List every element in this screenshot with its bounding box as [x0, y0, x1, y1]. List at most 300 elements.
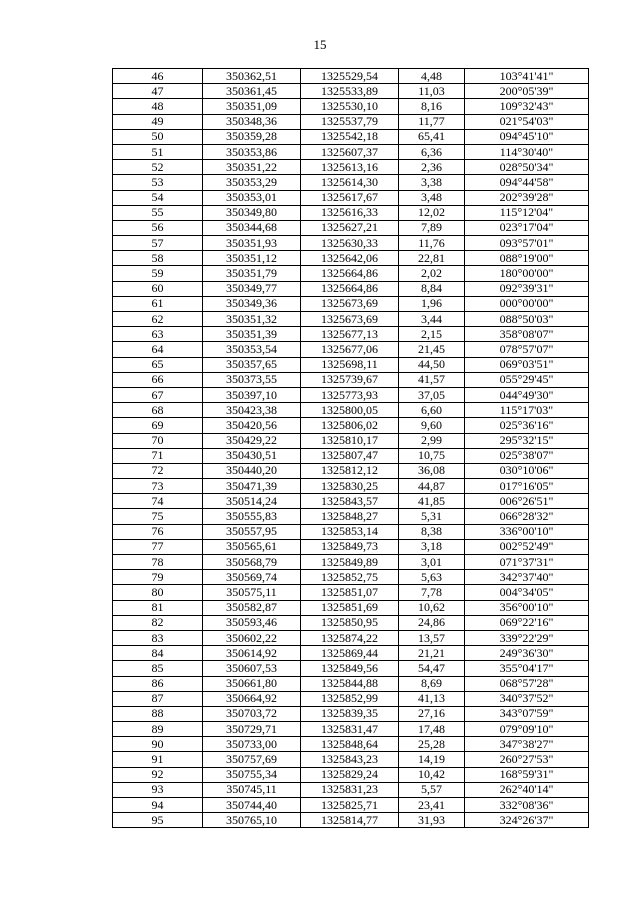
distance-cell: 2,99 — [399, 433, 465, 448]
distance-cell: 7,89 — [399, 220, 465, 235]
y-coordinate-cell: 1325831,23 — [301, 782, 399, 797]
table-row — [113, 418, 589, 433]
table-row — [113, 84, 589, 99]
distance-cell: 8,38 — [399, 524, 465, 539]
table-row — [113, 205, 589, 220]
table-row — [113, 706, 589, 721]
x-coordinate-cell: 350471,39 — [203, 479, 301, 494]
y-coordinate-cell: 1325852,99 — [301, 691, 399, 706]
x-coordinate-cell: 350607,53 — [203, 661, 301, 676]
table-row — [113, 737, 589, 752]
distance-cell: 13,57 — [399, 630, 465, 645]
y-coordinate-cell: 1325839,35 — [301, 706, 399, 721]
point-number-cell: 52 — [113, 160, 203, 175]
table-row — [113, 813, 589, 828]
point-number-cell: 56 — [113, 220, 203, 235]
table-row — [113, 585, 589, 600]
coordinates-table-body — [113, 69, 589, 828]
y-coordinate-cell: 1325533,89 — [301, 84, 399, 99]
y-coordinate-cell: 1325607,37 — [301, 144, 399, 159]
y-coordinate-cell: 1325614,30 — [301, 175, 399, 190]
point-number-cell: 81 — [113, 600, 203, 615]
x-coordinate-cell: 350514,24 — [203, 494, 301, 509]
point-number-cell: 74 — [113, 494, 203, 509]
bearing-cell: 109°32'43" — [465, 99, 589, 114]
distance-cell: 5,31 — [399, 509, 465, 524]
y-coordinate-cell: 1325829,24 — [301, 767, 399, 782]
point-number-cell: 62 — [113, 312, 203, 327]
bearing-cell: 028°50'34" — [465, 160, 589, 175]
y-coordinate-cell: 1325849,73 — [301, 539, 399, 554]
table-row — [113, 646, 589, 661]
y-coordinate-cell: 1325806,02 — [301, 418, 399, 433]
bearing-cell: 055°29'45" — [465, 372, 589, 387]
table-row — [113, 600, 589, 615]
x-coordinate-cell: 350357,65 — [203, 357, 301, 372]
distance-cell: 2,15 — [399, 327, 465, 342]
distance-cell: 21,45 — [399, 342, 465, 357]
y-coordinate-cell: 1325812,12 — [301, 463, 399, 478]
table-row — [113, 661, 589, 676]
point-number-cell: 70 — [113, 433, 203, 448]
bearing-cell: 295°32'15" — [465, 433, 589, 448]
x-coordinate-cell: 350755,34 — [203, 767, 301, 782]
y-coordinate-cell: 1325849,89 — [301, 555, 399, 570]
y-coordinate-cell: 1325664,86 — [301, 281, 399, 296]
x-coordinate-cell: 350359,28 — [203, 129, 301, 144]
x-coordinate-cell: 350348,36 — [203, 114, 301, 129]
bearing-cell: 168°59'31" — [465, 767, 589, 782]
x-coordinate-cell: 350351,09 — [203, 99, 301, 114]
distance-cell: 3,38 — [399, 175, 465, 190]
y-coordinate-cell: 1325613,16 — [301, 160, 399, 175]
x-coordinate-cell: 350423,38 — [203, 403, 301, 418]
table-row — [113, 539, 589, 554]
y-coordinate-cell: 1325627,21 — [301, 220, 399, 235]
bearing-cell: 023°17'04" — [465, 220, 589, 235]
bearing-cell: 339°22'29" — [465, 630, 589, 645]
table-row — [113, 160, 589, 175]
x-coordinate-cell: 350661,80 — [203, 676, 301, 691]
distance-cell: 3,01 — [399, 555, 465, 570]
point-number-cell: 76 — [113, 524, 203, 539]
table-row — [113, 357, 589, 372]
point-number-cell: 89 — [113, 722, 203, 737]
distance-cell: 10,42 — [399, 767, 465, 782]
table-row — [113, 144, 589, 159]
point-number-cell: 84 — [113, 646, 203, 661]
distance-cell: 21,21 — [399, 646, 465, 661]
bearing-cell: 002°52'49" — [465, 539, 589, 554]
table-row — [113, 752, 589, 767]
table-row — [113, 524, 589, 539]
y-coordinate-cell: 1325677,06 — [301, 342, 399, 357]
y-coordinate-cell: 1325843,23 — [301, 752, 399, 767]
x-coordinate-cell: 350602,22 — [203, 630, 301, 645]
table-row — [113, 691, 589, 706]
distance-cell: 3,48 — [399, 190, 465, 205]
bearing-cell: 114°30'40" — [465, 144, 589, 159]
y-coordinate-cell: 1325673,69 — [301, 296, 399, 311]
y-coordinate-cell: 1325530,10 — [301, 99, 399, 114]
y-coordinate-cell: 1325630,33 — [301, 236, 399, 251]
distance-cell: 12,02 — [399, 205, 465, 220]
y-coordinate-cell: 1325773,93 — [301, 387, 399, 402]
y-coordinate-cell: 1325852,75 — [301, 570, 399, 585]
y-coordinate-cell: 1325698,11 — [301, 357, 399, 372]
bearing-cell: 358°08'07" — [465, 327, 589, 342]
distance-cell: 11,03 — [399, 84, 465, 99]
distance-cell: 41,13 — [399, 691, 465, 706]
distance-cell: 4,48 — [399, 69, 465, 84]
distance-cell: 36,08 — [399, 463, 465, 478]
bearing-cell: 079°09'10" — [465, 722, 589, 737]
distance-cell: 9,60 — [399, 418, 465, 433]
y-coordinate-cell: 1325850,95 — [301, 615, 399, 630]
table-row — [113, 342, 589, 357]
bearing-cell: 340°37'52" — [465, 691, 589, 706]
y-coordinate-cell: 1325529,54 — [301, 69, 399, 84]
coordinates-table — [112, 68, 589, 828]
table-row — [113, 281, 589, 296]
point-number-cell: 87 — [113, 691, 203, 706]
x-coordinate-cell: 350664,92 — [203, 691, 301, 706]
x-coordinate-cell: 350569,74 — [203, 570, 301, 585]
y-coordinate-cell: 1325843,57 — [301, 494, 399, 509]
point-number-cell: 85 — [113, 661, 203, 676]
bearing-cell: 115°17'03" — [465, 403, 589, 418]
table-row — [113, 676, 589, 691]
x-coordinate-cell: 350555,83 — [203, 509, 301, 524]
x-coordinate-cell: 350729,71 — [203, 722, 301, 737]
distance-cell: 2,02 — [399, 266, 465, 281]
x-coordinate-cell: 350351,22 — [203, 160, 301, 175]
y-coordinate-cell: 1325673,69 — [301, 312, 399, 327]
distance-cell: 44,87 — [399, 479, 465, 494]
distance-cell: 11,76 — [399, 236, 465, 251]
bearing-cell: 262°40'14" — [465, 782, 589, 797]
point-number-cell: 64 — [113, 342, 203, 357]
y-coordinate-cell: 1325830,25 — [301, 479, 399, 494]
x-coordinate-cell: 350614,92 — [203, 646, 301, 661]
point-number-cell: 82 — [113, 615, 203, 630]
distance-cell: 17,48 — [399, 722, 465, 737]
x-coordinate-cell: 350353,54 — [203, 342, 301, 357]
bearing-cell: 000°00'00" — [465, 296, 589, 311]
distance-cell: 25,28 — [399, 737, 465, 752]
x-coordinate-cell: 350353,29 — [203, 175, 301, 190]
point-number-cell: 92 — [113, 767, 203, 782]
x-coordinate-cell: 350733,00 — [203, 737, 301, 752]
bearing-cell: 332°08'36" — [465, 798, 589, 813]
bearing-cell: 355°04'17" — [465, 661, 589, 676]
y-coordinate-cell: 1325617,67 — [301, 190, 399, 205]
distance-cell: 7,78 — [399, 585, 465, 600]
table-row — [113, 220, 589, 235]
point-number-cell: 48 — [113, 99, 203, 114]
point-number-cell: 50 — [113, 129, 203, 144]
point-number-cell: 60 — [113, 281, 203, 296]
table-row — [113, 266, 589, 281]
table-row — [113, 69, 589, 84]
x-coordinate-cell: 350361,45 — [203, 84, 301, 99]
distance-cell: 6,36 — [399, 144, 465, 159]
distance-cell: 8,16 — [399, 99, 465, 114]
table-row — [113, 798, 589, 813]
distance-cell: 2,36 — [399, 160, 465, 175]
point-number-cell: 49 — [113, 114, 203, 129]
y-coordinate-cell: 1325616,33 — [301, 205, 399, 220]
bearing-cell: 044°49'30" — [465, 387, 589, 402]
table-row — [113, 236, 589, 251]
point-number-cell: 95 — [113, 813, 203, 828]
point-number-cell: 58 — [113, 251, 203, 266]
distance-cell: 8,84 — [399, 281, 465, 296]
table-row — [113, 190, 589, 205]
y-coordinate-cell: 1325739,67 — [301, 372, 399, 387]
x-coordinate-cell: 350353,01 — [203, 190, 301, 205]
y-coordinate-cell: 1325807,47 — [301, 448, 399, 463]
x-coordinate-cell: 350703,72 — [203, 706, 301, 721]
distance-cell: 1,96 — [399, 296, 465, 311]
bearing-cell: 071°37'31" — [465, 555, 589, 570]
table-row — [113, 403, 589, 418]
point-number-cell: 91 — [113, 752, 203, 767]
x-coordinate-cell: 350349,80 — [203, 205, 301, 220]
x-coordinate-cell: 350351,12 — [203, 251, 301, 266]
y-coordinate-cell: 1325851,07 — [301, 585, 399, 600]
x-coordinate-cell: 350575,11 — [203, 585, 301, 600]
bearing-cell: 336°00'10" — [465, 524, 589, 539]
point-number-cell: 47 — [113, 84, 203, 99]
distance-cell: 54,47 — [399, 661, 465, 676]
table-row — [113, 312, 589, 327]
table-row — [113, 722, 589, 737]
table-row — [113, 615, 589, 630]
x-coordinate-cell: 350351,39 — [203, 327, 301, 342]
distance-cell: 37,05 — [399, 387, 465, 402]
point-number-cell: 53 — [113, 175, 203, 190]
x-coordinate-cell: 350351,93 — [203, 236, 301, 251]
point-number-cell: 68 — [113, 403, 203, 418]
point-number-cell: 90 — [113, 737, 203, 752]
table-row — [113, 175, 589, 190]
table-row — [113, 327, 589, 342]
point-number-cell: 46 — [113, 69, 203, 84]
point-number-cell: 80 — [113, 585, 203, 600]
y-coordinate-cell: 1325814,77 — [301, 813, 399, 828]
bearing-cell: 025°36'16" — [465, 418, 589, 433]
bearing-cell: 088°19'00" — [465, 251, 589, 266]
distance-cell: 44,50 — [399, 357, 465, 372]
x-coordinate-cell: 350430,51 — [203, 448, 301, 463]
distance-cell: 14,19 — [399, 752, 465, 767]
x-coordinate-cell: 350349,36 — [203, 296, 301, 311]
distance-cell: 24,86 — [399, 615, 465, 630]
point-number-cell: 83 — [113, 630, 203, 645]
bearing-cell: 260°27'53" — [465, 752, 589, 767]
bearing-cell: 180°00'00" — [465, 266, 589, 281]
point-number-cell: 59 — [113, 266, 203, 281]
distance-cell: 27,16 — [399, 706, 465, 721]
distance-cell: 11,77 — [399, 114, 465, 129]
bearing-cell: 068°57'28" — [465, 676, 589, 691]
table-row — [113, 387, 589, 402]
point-number-cell: 65 — [113, 357, 203, 372]
table-row — [113, 372, 589, 387]
point-number-cell: 88 — [113, 706, 203, 721]
point-number-cell: 71 — [113, 448, 203, 463]
x-coordinate-cell: 350745,11 — [203, 782, 301, 797]
x-coordinate-cell: 350757,69 — [203, 752, 301, 767]
x-coordinate-cell: 350565,61 — [203, 539, 301, 554]
x-coordinate-cell: 350568,79 — [203, 555, 301, 570]
x-coordinate-cell: 350440,20 — [203, 463, 301, 478]
x-coordinate-cell: 350362,51 — [203, 69, 301, 84]
table-row — [113, 99, 589, 114]
point-number-cell: 86 — [113, 676, 203, 691]
distance-cell: 5,63 — [399, 570, 465, 585]
x-coordinate-cell: 350593,46 — [203, 615, 301, 630]
point-number-cell: 51 — [113, 144, 203, 159]
bearing-cell: 324°26'37" — [465, 813, 589, 828]
x-coordinate-cell: 350582,87 — [203, 600, 301, 615]
bearing-cell: 017°16'05" — [465, 479, 589, 494]
y-coordinate-cell: 1325810,17 — [301, 433, 399, 448]
x-coordinate-cell: 350349,77 — [203, 281, 301, 296]
table-row — [113, 630, 589, 645]
point-number-cell: 61 — [113, 296, 203, 311]
x-coordinate-cell: 350420,56 — [203, 418, 301, 433]
point-number-cell: 69 — [113, 418, 203, 433]
x-coordinate-cell: 350373,55 — [203, 372, 301, 387]
x-coordinate-cell: 350351,32 — [203, 312, 301, 327]
y-coordinate-cell: 1325844,88 — [301, 676, 399, 691]
bearing-cell: 021°54'03" — [465, 114, 589, 129]
table-row — [113, 448, 589, 463]
y-coordinate-cell: 1325642,06 — [301, 251, 399, 266]
bearing-cell: 343°07'59" — [465, 706, 589, 721]
bearing-cell: 078°57'07" — [465, 342, 589, 357]
bearing-cell: 094°44'58" — [465, 175, 589, 190]
bearing-cell: 004°34'05" — [465, 585, 589, 600]
point-number-cell: 94 — [113, 798, 203, 813]
table-row — [113, 767, 589, 782]
point-number-cell: 93 — [113, 782, 203, 797]
x-coordinate-cell: 350351,79 — [203, 266, 301, 281]
table-row — [113, 463, 589, 478]
x-coordinate-cell: 350344,68 — [203, 220, 301, 235]
page-number: 15 — [313, 37, 327, 52]
point-number-cell: 63 — [113, 327, 203, 342]
y-coordinate-cell: 1325874,22 — [301, 630, 399, 645]
x-coordinate-cell: 350429,22 — [203, 433, 301, 448]
bearing-cell: 006°26'51" — [465, 494, 589, 509]
distance-cell: 3,18 — [399, 539, 465, 554]
point-number-cell: 54 — [113, 190, 203, 205]
y-coordinate-cell: 1325677,13 — [301, 327, 399, 342]
bearing-cell: 342°37'40" — [465, 570, 589, 585]
distance-cell: 41,85 — [399, 494, 465, 509]
bearing-cell: 092°39'31" — [465, 281, 589, 296]
y-coordinate-cell: 1325537,79 — [301, 114, 399, 129]
distance-cell: 23,41 — [399, 798, 465, 813]
x-coordinate-cell: 350397,10 — [203, 387, 301, 402]
x-coordinate-cell: 350557,95 — [203, 524, 301, 539]
bearing-cell: 069°03'51" — [465, 357, 589, 372]
table-row — [113, 782, 589, 797]
bearing-cell: 088°50'03" — [465, 312, 589, 327]
point-number-cell: 79 — [113, 570, 203, 585]
bearing-cell: 356°00'10" — [465, 600, 589, 615]
y-coordinate-cell: 1325848,64 — [301, 737, 399, 752]
distance-cell: 31,93 — [399, 813, 465, 828]
y-coordinate-cell: 1325849,56 — [301, 661, 399, 676]
y-coordinate-cell: 1325831,47 — [301, 722, 399, 737]
bearing-cell: 093°57'01" — [465, 236, 589, 251]
y-coordinate-cell: 1325869,44 — [301, 646, 399, 661]
point-number-cell: 66 — [113, 372, 203, 387]
x-coordinate-cell: 350765,10 — [203, 813, 301, 828]
table-row — [113, 114, 589, 129]
y-coordinate-cell: 1325825,71 — [301, 798, 399, 813]
distance-cell: 3,44 — [399, 312, 465, 327]
y-coordinate-cell: 1325542,18 — [301, 129, 399, 144]
table-row — [113, 129, 589, 144]
distance-cell: 8,69 — [399, 676, 465, 691]
table-row — [113, 251, 589, 266]
table-row — [113, 479, 589, 494]
y-coordinate-cell: 1325664,86 — [301, 266, 399, 281]
table-row — [113, 494, 589, 509]
point-number-cell: 75 — [113, 509, 203, 524]
bearing-cell: 202°39'28" — [465, 190, 589, 205]
bearing-cell: 103°41'41" — [465, 69, 589, 84]
x-coordinate-cell: 350353,86 — [203, 144, 301, 159]
distance-cell: 22,81 — [399, 251, 465, 266]
point-number-cell: 73 — [113, 479, 203, 494]
point-number-cell: 55 — [113, 205, 203, 220]
y-coordinate-cell: 1325800,05 — [301, 403, 399, 418]
point-number-cell: 78 — [113, 555, 203, 570]
bearing-cell: 115°12'04" — [465, 205, 589, 220]
distance-cell: 41,57 — [399, 372, 465, 387]
point-number-cell: 77 — [113, 539, 203, 554]
distance-cell: 65,41 — [399, 129, 465, 144]
distance-cell: 5,57 — [399, 782, 465, 797]
bearing-cell: 249°36'30" — [465, 646, 589, 661]
bearing-cell: 094°45'10" — [465, 129, 589, 144]
y-coordinate-cell: 1325853,14 — [301, 524, 399, 539]
bearing-cell: 347°38'27" — [465, 737, 589, 752]
bearing-cell: 025°38'07" — [465, 448, 589, 463]
table-row — [113, 555, 589, 570]
distance-cell: 6,60 — [399, 403, 465, 418]
table-row — [113, 509, 589, 524]
distance-cell: 10,62 — [399, 600, 465, 615]
table-row — [113, 570, 589, 585]
point-number-cell: 67 — [113, 387, 203, 402]
table-row — [113, 433, 589, 448]
point-number-cell: 57 — [113, 236, 203, 251]
bearing-cell: 069°22'16" — [465, 615, 589, 630]
x-coordinate-cell: 350744,40 — [203, 798, 301, 813]
table-row — [113, 296, 589, 311]
y-coordinate-cell: 1325851,69 — [301, 600, 399, 615]
bearing-cell: 066°28'32" — [465, 509, 589, 524]
point-number-cell: 72 — [113, 463, 203, 478]
bearing-cell: 200°05'39" — [465, 84, 589, 99]
